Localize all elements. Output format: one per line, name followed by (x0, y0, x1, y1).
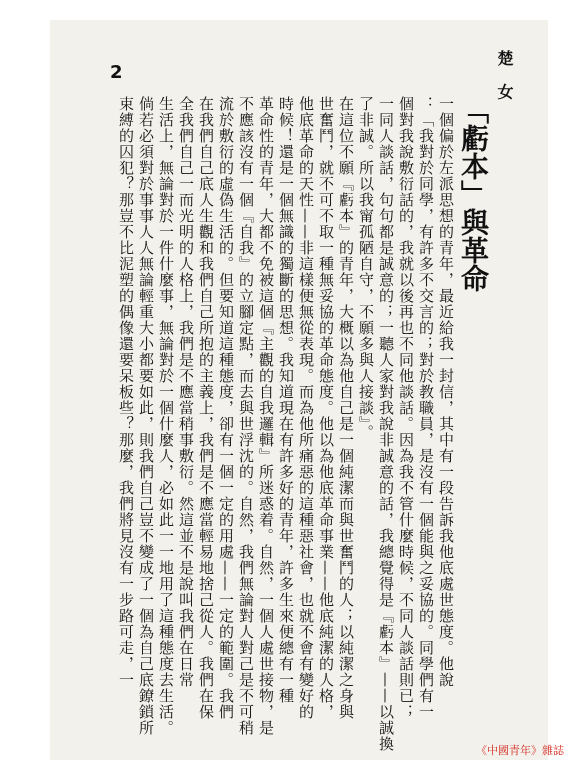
text-column-5: 了非誠。所以我甯孤陋自守，不願多與人接談』。 (357, 96, 375, 441)
text-column-13: 在我們自己底人生觀和我們自己所抱的主義上，我們是不應當輕易地捨己從人。我們在保 (197, 96, 215, 720)
text-column-8: 他底革命的天性——非這樣便無從表現。而為他所痛惡的這種惡社會，也就不會有變好的 (297, 96, 315, 720)
magazine-watermark: 《中國青年》雜誌 (476, 744, 564, 757)
author-name: 楚 女 (495, 50, 514, 106)
text-column-12: 流於敷衍的虛偽生活的。但要知道這種態度，卻有一個一定的用處——一定的範圍。我們 (217, 96, 235, 720)
body-text (94, 96, 455, 752)
article-title: 「虧本」與革命 (457, 96, 490, 292)
text-column-9: 時候！還是一個無識的獨斷的思想。我知道現在有許多好的青年，許多生來便總有一種 (277, 96, 295, 704)
text-column-10: 革命性的青年，大都不免被這個『主觀的自我邏輯』所迷惑着。自然，一個人處世接物，是 (257, 96, 275, 736)
text-column-3: 個對我說敷衍話的，我就以後再也不同他談話。因為我不管什麼時候，不同人談話則已； (397, 96, 415, 720)
text-column-4: 一同人談話，句句都是誠意的；一聽人家對我說非誠意的話，我總覺得是『虧本』——以誠換 (377, 96, 395, 752)
text-column-11: 不應該沒有一個『自我』的立腳定點，而去與世浮沈的。自然，我們無論對人對己是不可稍 (237, 96, 255, 736)
text-column-1: 一個偏於左派思想的青年，最近給我一封信，其中有一段告訴我他底處世態度。他說 (437, 96, 455, 688)
text-column-15: 生活上，無論對於一件什麼事，無論對於一個什麼人，必如此一一地用了這種態度去生活。 (157, 96, 175, 736)
text-column-17: 束縛的囚犯？那豈不比泥塑的偶像還要呆板些？那麼，我們將見沒有一步路可走，一 (117, 96, 135, 688)
text-column-16: 倘若必須對於事事人人無論輕重大小都要如此，則我們自己豈不變成了一個為自己底鐐鎖所 (137, 96, 155, 736)
page-number: 2 (110, 62, 123, 83)
text-column-7: 世奮鬥，就不可不取一種無妥協的革命態度。他以為他底革命事業——他底純潔的人格， (317, 96, 335, 720)
text-column-6: 在這位不願『虧本』的青年，大概以為他自己是一個純潔而與世奮鬥的人；以純潔之身與 (337, 96, 355, 720)
text-column-14: 全我們自己一而光明的人格上，我們是不應當稍事敷衍。然這並不是說叫我們在日常 (177, 96, 195, 688)
text-column-2: ：「我對於同學，有許多不交言的；對於教職員，是沒有一個能與之妥協的。同學們有一 (417, 96, 435, 720)
